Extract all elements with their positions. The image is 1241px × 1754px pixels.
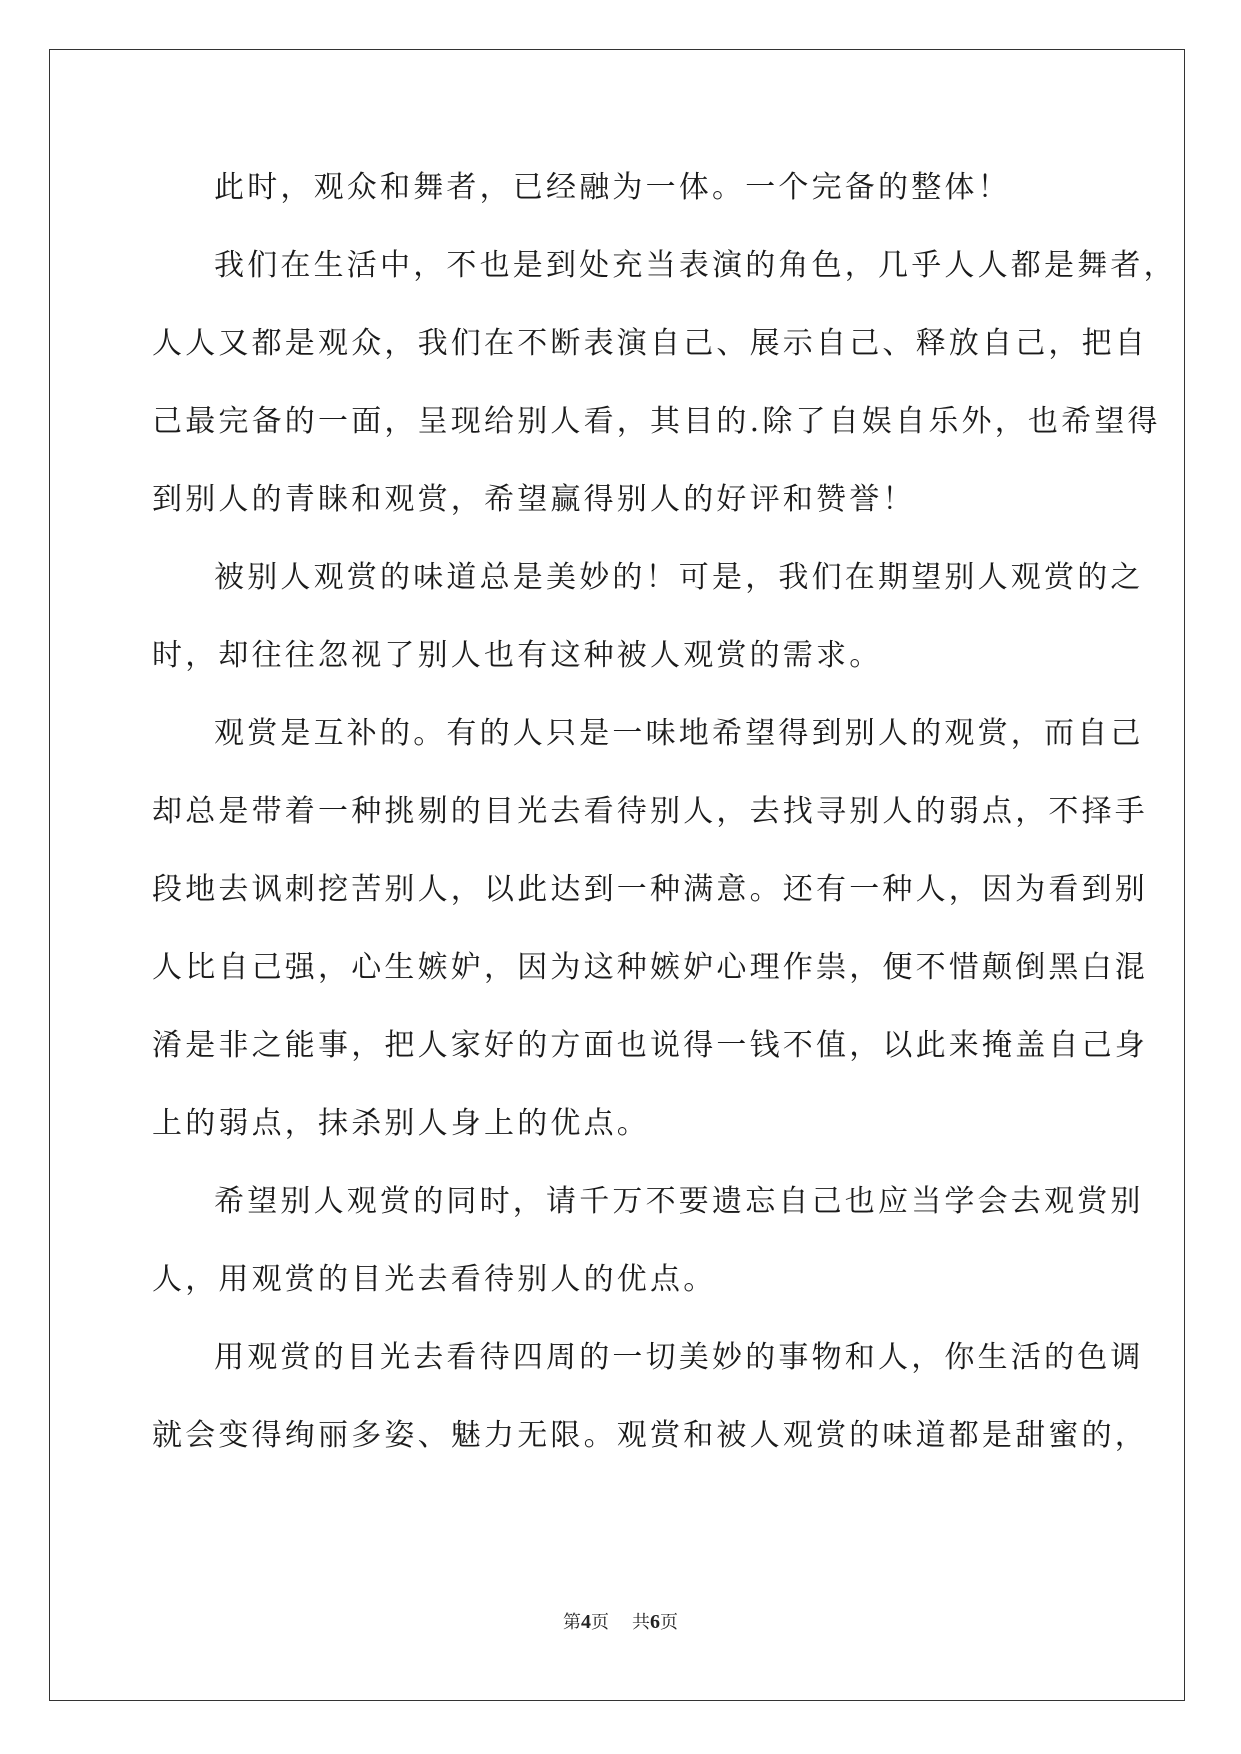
text-line: 观赏是互补的。有的人只是一味地希望得到别人的观赏，而自己 [214,716,1144,751]
text-line: 我们在生活中，不也是到处充当表演的角色，几乎人人都是舞者， [214,248,1177,283]
page-number-prefix: 第 [563,1612,582,1633]
text-line: 上的弱点，抹杀别人身上的优点。 [152,1106,650,1141]
text-line: 淆是非之能事，把人家好的方面也说得一钱不值，以此来掩盖自己身 [152,1028,1148,1063]
text-line: 己最完备的一面，呈现给别人看，其目的.除了自娱自乐外，也希望得 [152,404,1161,439]
text-line: 人，用观赏的目光去看待别人的优点。 [152,1262,717,1297]
text-line: 希望别人观赏的同时，请千万不要遗忘自己也应当学会去观赏别 [214,1184,1144,1219]
text-line: 段地去讽刺挖苦别人，以此达到一种满意。还有一种人，因为看到别 [152,872,1148,907]
total-page-count: 6 [649,1611,660,1633]
total-pages-prefix: 共 [631,1612,650,1633]
text-line: 被别人观赏的味道总是美妙的！可是，我们在期望别人观赏的之 [214,560,1144,595]
text-line: 此时，观众和舞者，已经融为一体。一个完备的整体！ [214,170,1011,205]
text-line: 时，却往往忽视了别人也有这种被人观赏的需求。 [152,638,883,673]
text-line: 到别人的青睐和观赏，希望赢得别人的好评和赞誉！ [152,482,916,517]
text-line: 就会变得绚丽多姿、魅力无限。观赏和被人观赏的味道都是甜蜜的， [152,1418,1148,1453]
text-line: 用观赏的目光去看待四周的一切美妙的事物和人，你生活的色调 [214,1340,1144,1375]
page-footer [0,1608,1241,1634]
text-line: 人比自己强，心生嫉妒，因为这种嫉妒心理作祟，便不惜颠倒黑白混 [152,950,1148,985]
current-page-number: 4 [581,1611,592,1633]
document-body [152,164,1177,1490]
page-number-suffix: 页 [591,1612,610,1633]
text-line: 人人又都是观众，我们在不断表演自己、展示自己、释放自己，把自 [152,326,1148,361]
total-pages-suffix: 页 [659,1612,678,1633]
text-line: 却总是带着一种挑剔的目光去看待别人，去找寻别人的弱点，不择手 [152,794,1148,829]
